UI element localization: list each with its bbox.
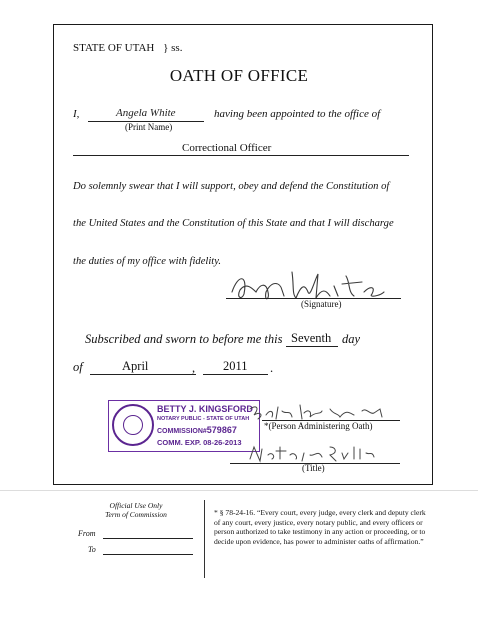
of-word: of xyxy=(73,360,83,374)
ss-label: } ss. xyxy=(163,42,183,54)
footer-vertical-rule xyxy=(204,500,205,578)
office-line xyxy=(73,155,409,156)
signature-caption: (Signature) xyxy=(301,299,342,309)
stamp-expiry: COMM. EXP. 08-26-2013 xyxy=(157,438,242,447)
to-label: To xyxy=(88,545,96,554)
year-line xyxy=(203,374,268,375)
document-title: OATH OF OFFICE xyxy=(169,66,309,85)
to-line xyxy=(103,554,193,555)
month-line xyxy=(90,374,196,375)
from-line xyxy=(103,538,193,539)
state-label: STATE OF UTAH xyxy=(73,42,155,54)
notary-seal xyxy=(112,404,154,446)
date-period: . xyxy=(270,361,274,375)
day-word: day xyxy=(342,332,361,346)
date-comma: , xyxy=(192,361,196,375)
appointment-text: having been appointed to the office of xyxy=(214,108,381,120)
office-value: Correctional Officer xyxy=(182,142,272,154)
i-label: I, xyxy=(73,108,80,120)
oath-line-2: the United States and the Constitution of this State and that I will discharge xyxy=(73,218,394,229)
administrator-caption: *(Person Administering Oath) xyxy=(264,421,373,431)
commission-label: COMMISSION# xyxy=(157,428,207,435)
stamp-commission xyxy=(157,425,237,435)
statute-text: * § 78-24-16. “Every court, every judge, every clerk and deputy clerk of any court, every justice, every notary public, and every officers or person authorized to take testimony in any action or proceeding, or to decide upon evidence, has power to administer oaths of affirmation.” xyxy=(214,508,426,546)
seal-emblem xyxy=(123,415,143,435)
footer-divider xyxy=(0,490,478,491)
commission-number: 579867 xyxy=(206,425,237,435)
print-name-value: Angela White xyxy=(116,107,176,119)
notary-stamp xyxy=(108,400,260,452)
oath-line-3: the duties of my office with fidelity. xyxy=(73,256,221,267)
from-label: From xyxy=(78,529,96,538)
sworn-text: Subscribed and sworn to before me this xyxy=(85,332,283,346)
title-caption: (Title) xyxy=(302,463,325,473)
month-value: April xyxy=(122,359,149,373)
year-value: 2011 xyxy=(223,359,248,373)
day-line xyxy=(286,346,338,347)
oath-line-1: Do solemnly swear that I will support, obey and defend the Constitution of xyxy=(73,181,390,192)
venue-header xyxy=(73,42,182,54)
official-use-label: Official Use Only xyxy=(109,501,163,510)
print-name-caption: (Print Name) xyxy=(125,122,173,132)
term-label: Term of Commission xyxy=(105,510,167,519)
stamp-name: BETTY J. KINGSFORD xyxy=(157,404,253,414)
sworn-day-value: Seventh xyxy=(291,331,332,345)
stamp-title: NOTARY PUBLIC - STATE OF UTAH xyxy=(157,416,250,422)
